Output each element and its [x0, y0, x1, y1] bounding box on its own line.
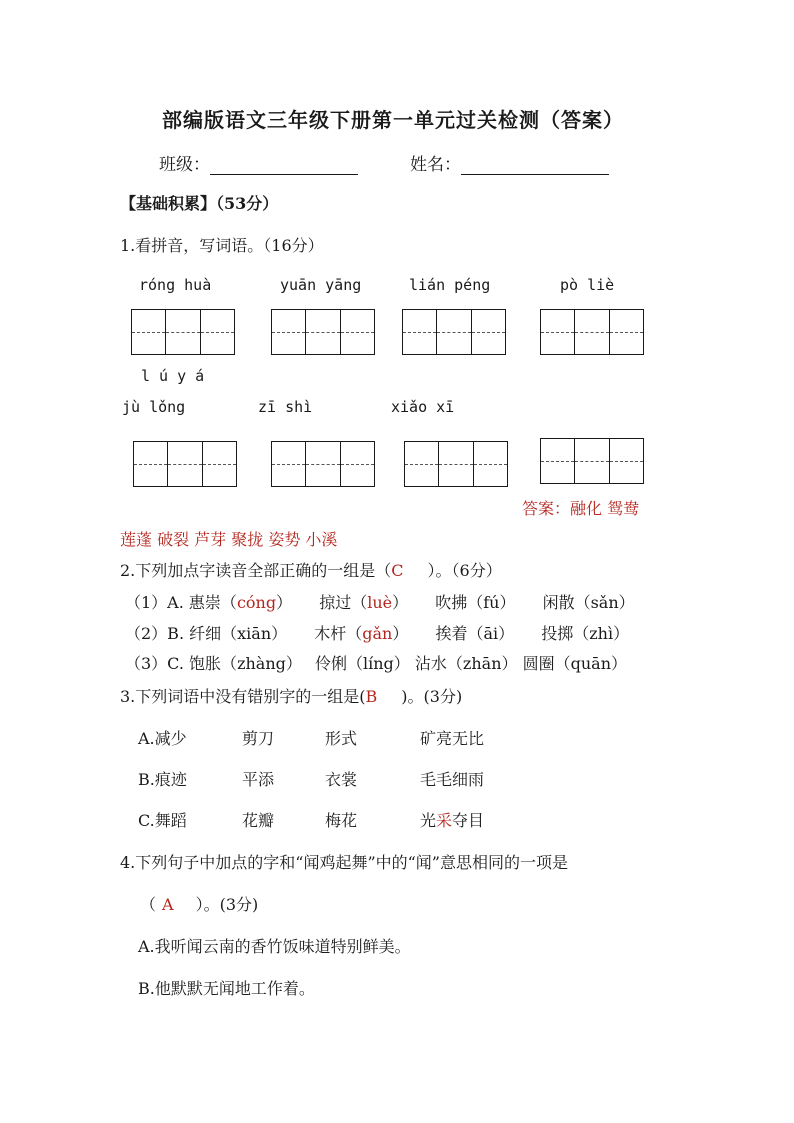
- char-grid[interactable]: [271, 441, 375, 487]
- q2-option-1: （1）A. 惠崇（cóng） 掠过（luè） 吹拂（fú） 闲散（sǎn）: [125, 593, 635, 612]
- char-grid[interactable]: [131, 309, 235, 355]
- q3-row-c: C.舞蹈: [138, 811, 187, 830]
- q4-stem: 4.下列句子中加点的字和“闻鸡起舞”中的“闻”意思相同的一项是: [120, 853, 568, 872]
- name-field: [410, 150, 609, 175]
- q3-row-b-w2: 平添: [242, 770, 275, 789]
- class-label: 班级：: [159, 155, 210, 175]
- pinyin: yuān yāng: [280, 276, 362, 294]
- q3-stem: 3.下列词语中没有错别字的一组是(B )。(3分): [120, 687, 463, 706]
- char-grid[interactable]: [402, 309, 506, 355]
- char-grid[interactable]: [404, 441, 508, 487]
- q4-option-b: B.他默默无闻地工作着。: [138, 979, 315, 998]
- pinyin: jù lǒng: [122, 398, 186, 416]
- q3-answer: B: [365, 687, 378, 706]
- q1-answer-line2: 莲蓬 破裂 芦芽 聚拢 姿势 小溪: [120, 530, 338, 549]
- q3-row-a-w4: 矿亮无比: [420, 729, 485, 748]
- char-grid[interactable]: [540, 309, 644, 355]
- char-grid[interactable]: [540, 438, 644, 484]
- pinyin: lián péng: [409, 276, 491, 294]
- q1-answer-line1: 答案：融化 鸳鸯: [522, 499, 640, 518]
- pinyin: zī shì: [258, 398, 313, 416]
- q4-answer: A: [162, 895, 174, 914]
- q2-stem: 2.下列加点字读音全部正确的一组是（C ）。（6分）: [120, 561, 502, 580]
- q4-option-a: A.我听闻云南的香竹饭味道特别鲜美。: [138, 937, 411, 956]
- q3-row-a-w3: 形式: [325, 729, 358, 748]
- pinyin: l ú y á: [141, 367, 205, 385]
- name-label: 姓名：: [410, 155, 461, 175]
- q2-answer: C: [391, 561, 404, 580]
- section-heading: 【基础积累】（53分）: [120, 194, 279, 213]
- pinyin: xiǎo xī: [391, 398, 455, 416]
- q3-row-a-w2: 剪刀: [242, 729, 275, 748]
- class-input-line[interactable]: [210, 158, 358, 175]
- page-title: 部编版语文三年级下册第一单元过关检测（答案）: [162, 108, 624, 132]
- name-input-line[interactable]: [461, 158, 609, 175]
- q2-option-2: （2）B. 纤细（xiān） 木杆（gǎn） 挨着（āi） 投掷（zhì）: [125, 624, 630, 643]
- q1-stem: 1.看拼音，写词语。（16分）: [120, 236, 324, 255]
- class-field: [159, 150, 358, 175]
- q3-row-b-w4: 毛毛细雨: [420, 770, 485, 789]
- q3-row-a: A.减少: [138, 729, 187, 748]
- pinyin: róng huà: [139, 276, 212, 294]
- q3-row-c-w2: 花瓣: [242, 811, 275, 830]
- char-grid[interactable]: [133, 441, 237, 487]
- q3-row-c-w3: 梅花: [325, 811, 358, 830]
- char-grid[interactable]: [271, 309, 375, 355]
- q4-paren: （ A ）。(3分): [140, 895, 259, 914]
- q3-row-b-w3: 衣裳: [325, 770, 358, 789]
- pinyin: pò liè: [560, 276, 615, 294]
- q2-option-3: （3）C. 饱胀（zhàng） 伶俐（líng） 沾水（zhān） 圆圈（quān）: [125, 654, 628, 673]
- q3-row-c-w4: 光采夺目: [420, 811, 485, 830]
- q3-row-b: B.痕迹: [138, 770, 187, 789]
